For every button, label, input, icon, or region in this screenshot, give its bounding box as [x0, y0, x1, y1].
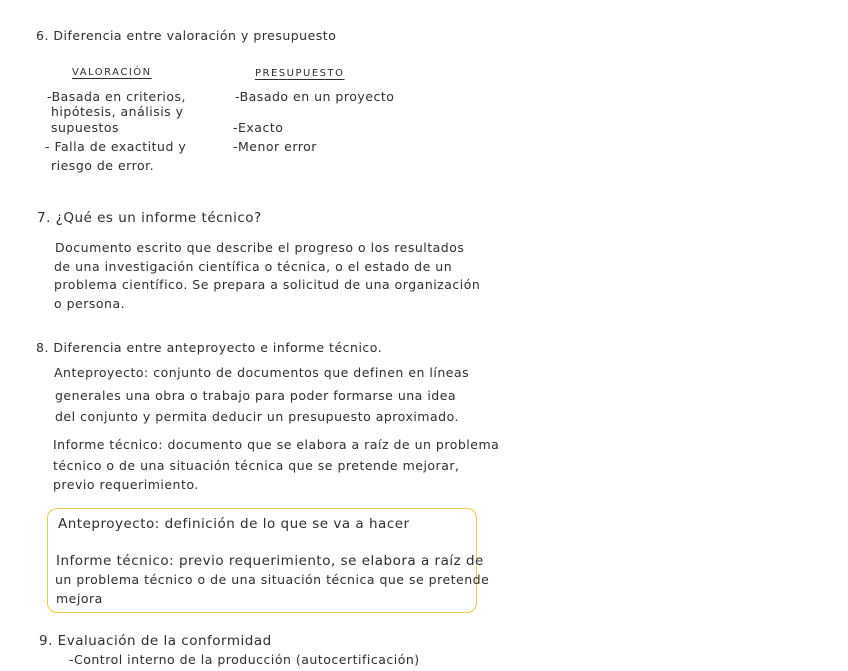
q7-line: o persona.: [54, 296, 126, 311]
informe-tecnico-line: previo requerimiento.: [53, 477, 199, 492]
q6-heading: 6. Diferencia entre valoración y presupuesto: [36, 28, 337, 43]
q7-heading: 7. ¿Qué es un informe técnico?: [37, 210, 262, 226]
valoracion-line: supuestos: [51, 120, 120, 135]
anteproyecto-line: del conjunto y permita deducir un presupuesto aproximado.: [55, 409, 459, 424]
q7-line: de una investigación científica o técnica, o el estado de un: [54, 259, 453, 274]
presupuesto-line: -Basado en un proyecto: [235, 89, 395, 104]
q8-heading: 8. Diferencia entre anteproyecto e informe técnico.: [36, 340, 383, 355]
q7-line: Documento escrito que describe el progreso o los resultados: [55, 240, 465, 255]
presupuesto-column-header: PRESUPUESTO: [255, 68, 345, 79]
summary-line: Informe técnico: previo requerimiento, se elabora a raíz de: [56, 553, 484, 569]
valoracion-line: hipótesis, análisis y: [51, 104, 184, 119]
summary-line: mejora: [56, 591, 103, 606]
summary-line: un problema técnico o de una situación técnica que se pretende: [55, 572, 490, 587]
q7-line: problema científico. Se prepara a solicitud de una organización: [54, 277, 481, 292]
q9-line: -Control interno de la producción (autocertificación): [69, 652, 420, 667]
valoracion-line: riesgo de error.: [51, 158, 155, 173]
valoracion-line: - Falla de exactitud y: [45, 139, 187, 154]
valoracion-column-header: VALORACIÓN: [72, 67, 152, 78]
q9-heading: 9. Evaluación de la conformidad: [39, 633, 272, 649]
anteproyecto-line: generales una obra o trabajo para poder formarse una idea: [55, 388, 457, 403]
presupuesto-line: -Menor error: [233, 139, 317, 154]
anteproyecto-line: Anteproyecto: conjunto de documentos que definen en líneas: [54, 365, 470, 380]
informe-tecnico-line: técnico o de una situación técnica que se pretende mejorar,: [53, 458, 460, 473]
presupuesto-line: -Exacto: [233, 120, 284, 135]
informe-tecnico-line: Informe técnico: documento que se elabora a raíz de un problema: [53, 437, 500, 452]
valoracion-line: -Basada en criterios,: [47, 89, 186, 104]
summary-line: Anteproyecto: definición de lo que se va a hacer: [58, 516, 410, 532]
